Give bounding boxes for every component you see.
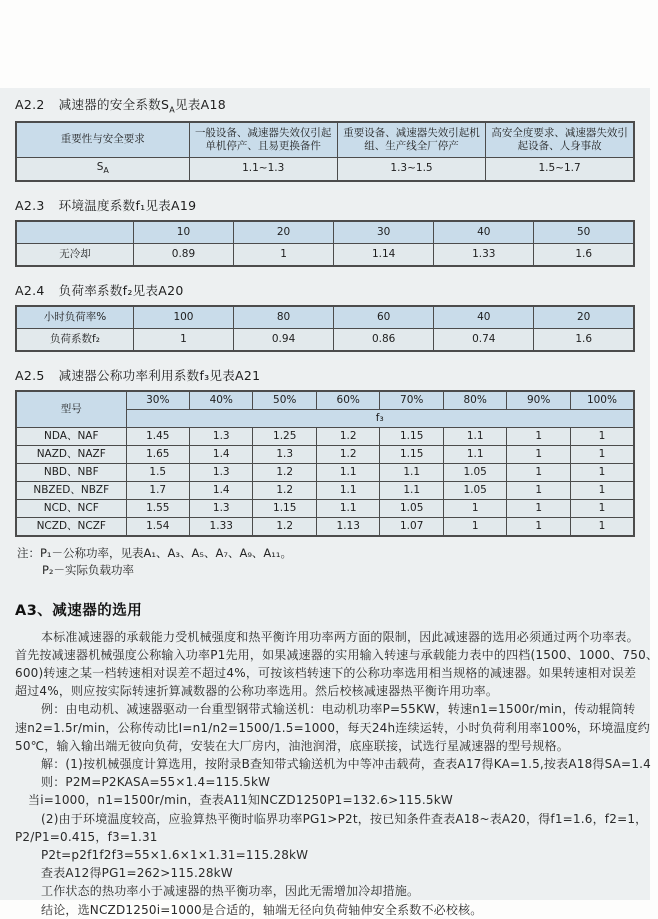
body-line: P2/P1=0.415，f3=1.31 [15,829,158,844]
table-cell: 1.1 [316,463,379,481]
body-line: 结论，选NCZD1250i=1000是合适的，轴端无径向负荷轴伸安全系数不必校核。 [41,902,483,917]
table-cell: 1 [507,445,570,463]
table-cell: 1.1 [443,427,506,445]
table-cell: 1.55 [126,499,189,517]
table-cell: 1 [234,243,334,266]
table-cell: 1 [507,463,570,481]
body-line: 查表A12得PG1=262>115.28kW [41,866,233,881]
table-cell: 1 [443,517,506,536]
body-line: 速n2=1.5r/min，公称传动比I=n1/n2=1500/1.5=1000，每天24h连续运转，小时负荷利用率100%，环境温度约 [15,720,650,735]
table-cell: 1.15 [253,499,316,517]
table-cell: 1.14 [334,243,434,266]
footnote-line: P₂－实际负载功率 [42,562,135,577]
table-row [16,499,634,517]
section-title-text: 负荷率系数f₂见表A20 [58,282,184,298]
body-line: P2t=p2f1f2f3=55×1.6×1×1.31=115.28kW [41,848,309,863]
section-number: A2.3 [15,197,45,213]
table-footnotes [17,545,635,579]
row-label-cell: NAZD、NAZF [16,445,126,463]
table-cell: 0.74 [434,328,534,351]
body-line: 工作状态的热功率小于减速器的热平衡功率，因此无需增加冷却措施。 [41,884,420,899]
table-cell: 1.1 [443,445,506,463]
table-row [16,243,634,266]
table-cell: 1.2 [316,427,379,445]
table-cell: 1 [570,463,634,481]
table-cell: 1.2 [316,445,379,463]
row-label: S [96,160,104,173]
table-cell: 1.2 [253,481,316,499]
table-header-cell: 100 [133,306,233,329]
table-cell: 1.15 [380,445,443,463]
body-line: 本标准减速器的承载能力受机械强度和热平衡许用功率两方面的限制，因此减速器的选用必须通过两个功率表。 [41,629,639,644]
table-row [16,463,634,481]
body-line: 例：由电动机、减速器驱动一台重型钢带式输送机：电动机功率P=55KW，转速n1=1500r/min，传动辊筒转 [41,702,636,717]
row-label-cell: 无冷却 [16,243,133,266]
table-cell: 1 [443,499,506,517]
table-cell: 1 [570,517,634,536]
table-header-cell: 50 [534,221,634,244]
footnote-line: 注：P₁－公称功率，见表A₁、A₃、A₅、A₇、A₉、A₁₁。 [17,545,293,560]
table-header-cell [16,221,133,244]
table-header-cell: 60 [334,306,434,329]
table-header-cell: 10 [133,221,233,244]
table-header-row [16,306,634,329]
body-line: 解：(1)按机械强度计算选用，按附录B查知带式输送机为中等冲击载荷，查表A17得KA=1.5,按表A18得SA=1.4 [41,757,651,772]
table-row [16,517,634,536]
table-cell: 1.1 [316,499,379,517]
table-cell: 0.89 [133,243,233,266]
table-header-cell: 重要性与安全要求 [16,122,189,158]
table-cell: 1.65 [126,445,189,463]
table-cell: 1.05 [380,499,443,517]
row-label-cell: NBZED、NBZF [16,481,126,499]
row-label-cell: 负荷系数f₂ [16,328,133,351]
body-line: 首先按减速器机械强度公称输入功率P1先用，如果减速器的实用输入转速与承载能力表中的四档(1500、1000、750、 [15,647,658,662]
table-cell: 1.2 [253,517,316,536]
table-a20-load-factor [15,305,635,352]
table-header-cell: 60% [316,391,379,410]
section-title-text: 环境温度系数f₁见表A19 [58,197,197,213]
table-cell: 1 [570,445,634,463]
section-a22-title [15,95,635,115]
table-cell: 1.3 [190,463,253,481]
row-label-cell: NCD、NCF [16,499,126,517]
table-header-cell: 20 [234,221,334,244]
table-cell: 1 [570,499,634,517]
table-cell: 1.3 [190,427,253,445]
table-row [16,445,634,463]
table-cell: 1.6 [534,243,634,266]
section-a23-title [15,196,635,214]
table-row [16,328,634,351]
table-cell: 1.3~1.5 [337,157,485,181]
table-header-row [16,122,634,158]
table-cell: 1 [507,517,570,536]
section-a24-title [15,281,635,299]
section-number: A2.4 [15,282,45,298]
table-cell: 1.25 [253,427,316,445]
table-cell: 1.3 [190,499,253,517]
table-header-cell: 70% [380,391,443,410]
table-a19-temperature-factor [15,220,635,267]
section-a25-title [15,366,635,384]
table-row [16,481,634,499]
section-number: A2.5 [15,367,45,383]
table-cell: 1.1~1.3 [189,157,337,181]
table-row [16,157,634,181]
table-header-cell: 100% [570,391,634,410]
table-cell: 0.94 [234,328,334,351]
table-row [16,427,634,445]
table-a18-safety-factor [15,121,635,182]
table-cell: 1.33 [434,243,534,266]
table-cell: 1.07 [380,517,443,536]
row-label-cell: NBD、NBF [16,463,126,481]
table-cell: 1 [133,328,233,351]
table-cell: 1 [507,427,570,445]
table-header-row [16,221,634,244]
table-cell: 1 [570,427,634,445]
table-cell: 1.3 [253,445,316,463]
table-cell: 1 [507,499,570,517]
row-label-cell: NDA、NAF [16,427,126,445]
body-line: 则：P2M=P2KASA=55×1.4=115.5kW [41,775,271,790]
table-header-cell: 90% [507,391,570,410]
table-cell: 1.54 [126,517,189,536]
body-line: (2)由于环境温度较高，应验算热平衡时临界功率PG1>P2t，按已知条件查表A18~表A20，得f1=1.6，f2=1， [41,811,648,826]
table-cell: 1.1 [380,463,443,481]
table-header-cell: 30 [334,221,434,244]
table-cell: 1.15 [380,427,443,445]
table-cell: 1.1 [380,481,443,499]
table-header-cell: 20 [534,306,634,329]
section-title-text: 减速器的安全系数S [58,97,170,112]
table-header-row [16,391,634,410]
table-cell: 1.5 [126,463,189,481]
table-header-cell-model: 型号 [16,391,126,428]
body-line: 超过4%，则应按实际转速折算减数器的公称功率选用。然后校核减速器热平衡许用功率。 [15,684,499,699]
table-header-cell: 高安全度要求、减速器失效引起设备、人身事故 [486,122,634,158]
table-header-cell: 40 [434,306,534,329]
table-cell: 1.13 [316,517,379,536]
table-header-cell: 40% [190,391,253,410]
table-cell: 1.05 [443,481,506,499]
section-number: A2.2 [15,97,45,112]
section-title-text: 减速器公称功率利用系数f₃见表A21 [58,367,261,383]
table-cell: 1.2 [253,463,316,481]
table-header-cell: 重要设备、减速器失效引起机组、生产线全厂停产 [337,122,485,158]
scan-content-area [0,88,658,917]
row-label-cell: NCZD、NCZF [16,517,126,536]
table-cell: 1.7 [126,481,189,499]
table-header-cell: 小时负荷率% [16,306,133,329]
table-header-cell: 一般设备、减速器失效仅引起单机停产、且易更换备件 [189,122,337,158]
table-cell: 1.4 [190,445,253,463]
table-cell: 1.5~1.7 [486,157,634,181]
section-title-ref: 见表A18 [175,97,227,112]
table-header-cell: 80 [234,306,334,329]
table-cell: 1.33 [190,517,253,536]
table-cell: 1.05 [443,463,506,481]
section-a3-body [15,628,658,919]
table-cell: 1.45 [126,427,189,445]
table-header-cell: 80% [443,391,506,410]
table-subheader-cell: f₃ [126,409,634,427]
table-header-cell: 40 [434,221,534,244]
subscript: A [103,165,109,175]
section-a3-title: A3、减速器的选用 [15,602,143,619]
body-line: 当i=1000，n1=1500r/min，查表A11知NCZD1250P1=132.6>115.5kW [28,793,453,808]
table-cell: 1.1 [316,481,379,499]
table-cell: 1.4 [190,481,253,499]
table-cell: 1 [507,481,570,499]
row-label-cell [16,157,189,181]
table-header-cell: 50% [253,391,316,410]
table-cell: 1 [570,481,634,499]
table-header-cell: 30% [126,391,189,410]
table-cell: 0.86 [334,328,434,351]
table-a21-power-utilization [15,390,635,537]
subscript: A [169,105,176,115]
table-cell: 1.6 [534,328,634,351]
body-line: 50℃，输入输出端无彼向负荷，安装在大厂房内，油池润滑，底座联接，试选行星减速器的型号规格。 [15,738,569,753]
body-line: 600)转速之某一档转速相对误差不超过4%，可按该档转速下的公称功率选用相当规格的减速器。如果转速相对误差 [15,666,637,680]
